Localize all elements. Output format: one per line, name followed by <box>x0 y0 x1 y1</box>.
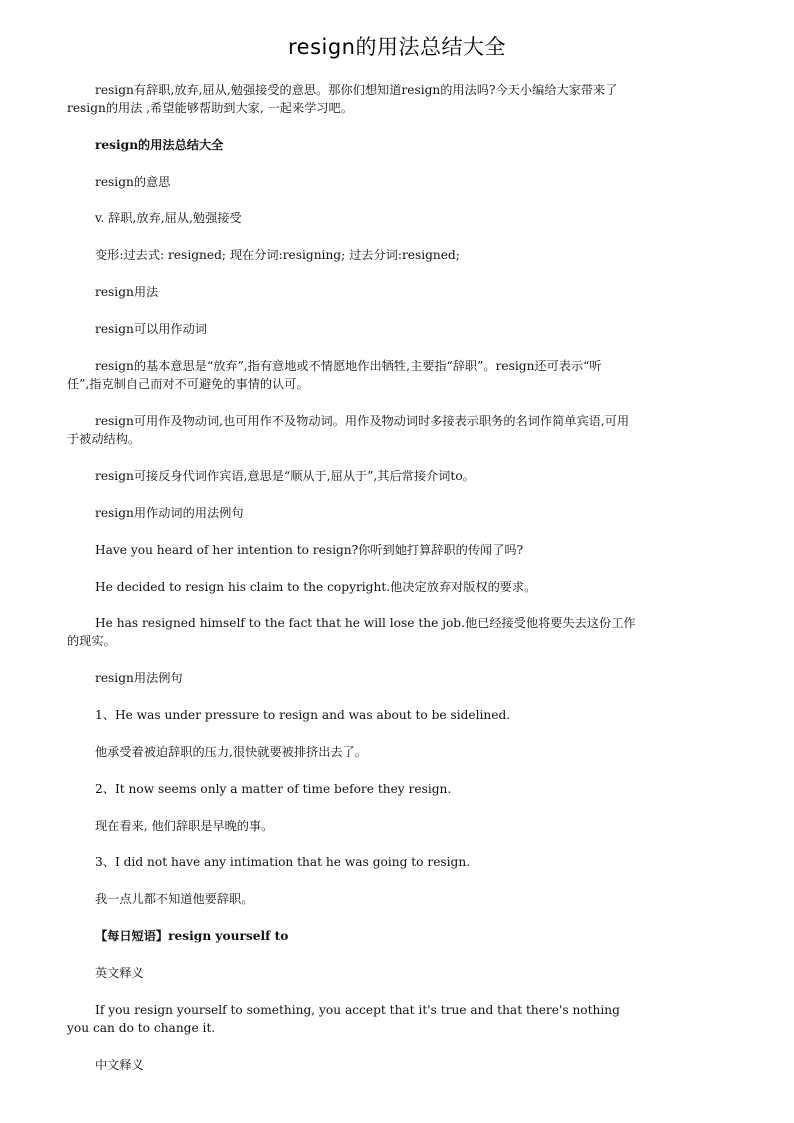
word-forms: 变形:过去式: resigned; 现在分词:resigning; 过去分词:resigned; <box>95 248 460 262</box>
intro-paragraph-line: resign有辞职,放弃,屈从,勉强接受的意思。那你们想知道resign的用法吗?今天小编给大家带来了 <box>95 83 618 97</box>
chinese-definition-heading: 中文释义 <box>95 1058 144 1072</box>
section-heading: resign的用法总结大全 <box>95 138 224 152</box>
examples-heading: resign用法例句 <box>95 671 183 685</box>
verb-example-line: 的现实。 <box>67 634 116 648</box>
transitive-usage-line: resign可用作及物动词,也可用作不及物动词。用作及物动词时多接表示职务的名词作简单宾语,可用 <box>95 414 630 428</box>
verb-example: Have you heard of her intention to resign?你听到她打算辞职的传闻了吗? <box>95 543 524 557</box>
intro-paragraph-line: resign的用法 ,希望能够帮助到大家, 一起来学习吧。 <box>67 101 353 115</box>
example-chinese: 现在看来, 他们辞职是早晚的事。 <box>95 819 274 833</box>
english-definition-heading: 英文释义 <box>95 966 144 980</box>
meaning-definition: v. 辞职,放弃,屈从,勉强接受 <box>95 211 242 225</box>
example-english: 3、I did not have any intimation that he was going to resign. <box>95 855 471 869</box>
basic-meaning-line: 任”,指克制自己而对不可避免的事情的认可。 <box>67 377 309 391</box>
english-definition-line: you can do to change it. <box>67 1021 216 1035</box>
example-english: 2、It now seems only a matter of time before they resign. <box>95 782 452 796</box>
page-title: resign的用法总结大全 <box>287 35 506 59</box>
usage-heading: resign用法 <box>95 285 159 299</box>
meaning-heading: resign的意思 <box>95 175 171 189</box>
transitive-usage-line: 于被动结构。 <box>67 432 141 446</box>
example-chinese: 我一点儿都不知道他要辞职。 <box>95 892 254 906</box>
verb-example-line: He has resigned himself to the fact that he will lose the job.他已经接受他将要失去这份工作 <box>95 616 636 630</box>
basic-meaning-line: resign的基本意思是“放弃”,指有意地或不情愿地作出牺牲,主要指“辞职”。resign还可表示“听 <box>95 359 602 373</box>
verb-examples-heading: resign用作动词的用法例句 <box>95 506 244 520</box>
example-english: 1、He was under pressure to resign and was about to be sidelined. <box>95 708 511 722</box>
daily-phrase-heading: 【每日短语】resign yourself to <box>95 929 289 943</box>
verb-example: He decided to resign his claim to the copyright.他决定放弃对版权的要求。 <box>95 580 537 594</box>
reflexive-usage: resign可接反身代词作宾语,意思是“顺从于,屈从于”,其后常接介词to。 <box>95 469 475 483</box>
english-definition-line: If you resign yourself to something, you accept that it's true and that there's nothing <box>95 1003 620 1017</box>
example-chinese: 他承受着被迫辞职的压力,很快就要被排挤出去了。 <box>95 745 367 759</box>
verb-heading: resign可以用作动词 <box>95 322 207 336</box>
